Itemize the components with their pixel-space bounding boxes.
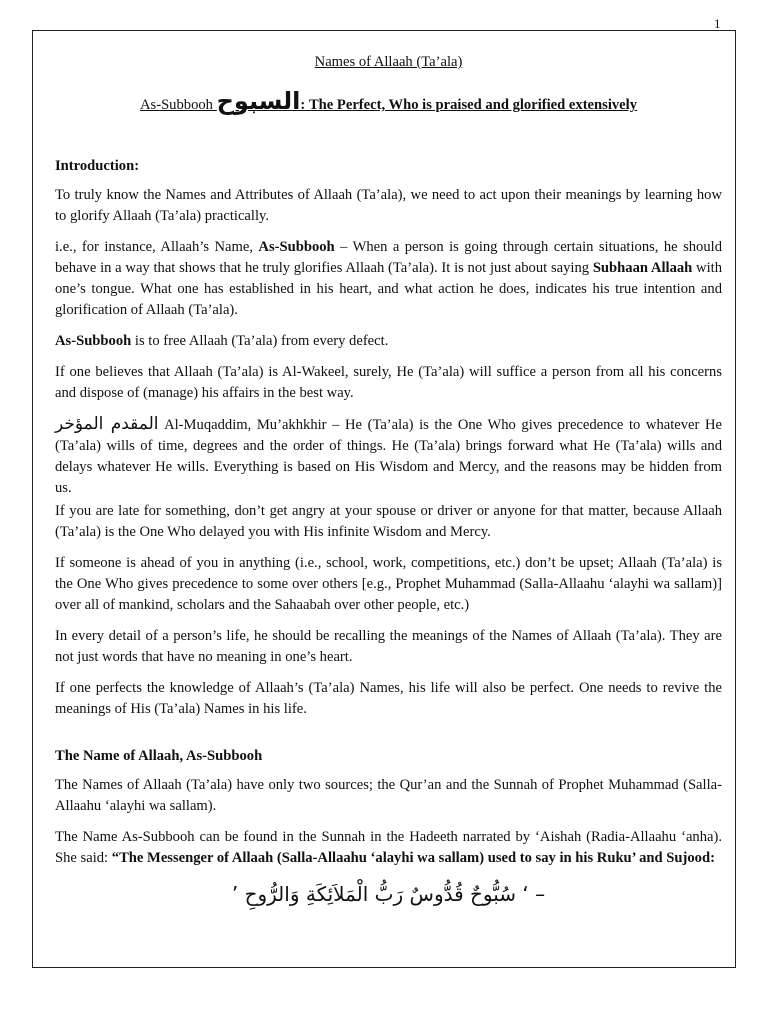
subtitle-arabic: السبوح (216, 87, 301, 115)
paragraph-9: If one perfects the knowledge of Allaah’s (Ta’ala) Names, his life will also be perfect. One needs to revive the meanings of His (Ta’ala) Names in his life. (55, 680, 722, 717)
p3-text: is to free Allaah (Ta’ala) from every defect. (131, 333, 389, 349)
p2-text-e: with one’s tongue. What one has established in his heart, and what action he does, indicates his true intention and glorification of Allaah (Ta’ala). (55, 260, 722, 318)
section-heading: The Name of Allaah, As-Subbooh (55, 748, 263, 764)
p5-text: Al-Muqaddim, Mu’akhkhir – He (Ta’ala) is the One Who gives precedence to whatever He (Ta’ala) wills of time, degrees and the order of things. He (Ta’ala) brings forward what He (Ta’ala) wills and delays whatever He wills. Everything is based on His Wisdom and Mercy, and the reasons may be hidden from us. (55, 417, 722, 496)
p3-bold-as-subbooh: As-Subbooh (55, 333, 132, 349)
paragraph-1: To truly know the Names and Attributes of Allaah (Ta’ala), we need to act upon their meanings by learning how to glorify Allaah (Ta’ala) practically. (55, 187, 722, 224)
p11-bold-quote: “The Messenger of Allaah (Salla-Allaahu ‘alayhi wa sallam) used to say in his Ruku’ and Sujood: (111, 850, 715, 866)
paragraph-6: If you are late for something, don’t get angry at your spouse or driver or anyone for that matter, because Allaah (Ta’ala) is the One Who delayed you with His infinite Wisdom and Mercy. (55, 503, 722, 540)
arabic-verse: – ‘ سُبُّوحٌ قُدُّوسٌ رَبُّ الْمَلاَئِكَةِ وَالرُّوحِ ’ (231, 882, 546, 906)
subtitle-colon: : (300, 97, 306, 113)
paragraph-4: If one believes that Allaah (Ta’ala) is Al-Wakeel, surely, He (Ta’ala) will suffice a person from all his concerns and dispose of (manage) his affairs in the best way. (55, 364, 722, 401)
document-title: Names of Allaah (Ta’ala) (314, 54, 463, 70)
introduction-heading: Introduction: (55, 158, 140, 174)
p5-arabic-names: المقدم المؤخر (55, 414, 159, 434)
paragraph-11 (55, 827, 722, 869)
p2-text-c: – When a person is going through certain situations, he should behave in a way that shows that he truly glorifies Allaah (Ta’ala). It is not just about saying (55, 239, 722, 276)
paragraph-5 (55, 414, 722, 499)
p2-bold-as-subbooh: As-Subbooh (258, 239, 335, 255)
subtitle-name: As-Subbooh (139, 97, 217, 113)
page-number: 1 (714, 16, 721, 31)
paragraph-10: The Names of Allaah (Ta’ala) have only two sources; the Qur’an and the Sunnah of Prophet Muhammad (Salla-Allaahu ‘alayhi wa sallam). (55, 777, 722, 814)
subtitle-description: The Perfect, Who is praised and glorified extensively (305, 97, 638, 113)
paragraph-3 (55, 331, 722, 352)
document-body (55, 52, 722, 909)
paragraph-8: In every detail of a person’s life, he should be recalling the meanings of the Names of Allaah (Ta’ala). They are not just words that have no meaning in one’s heart. (55, 628, 722, 665)
p11-text: The Name As-Subbooh can be found in the Sunnah in the Hadeeth narrated by ‘Aishah (Radia-Allaahu ‘anha). She said: (55, 829, 722, 866)
document-subtitle (55, 88, 722, 118)
paragraph-2 (55, 237, 722, 321)
paragraph-7: If someone is ahead of you in anything (i.e., school, work, competitions, etc.) don’t be upset; Allaah (Ta’ala) is the One Who gives precedence to some over others [e.g., Prophet Muhammad (Salla-Allaahu ‘alayhi wa sallam)] over all of mankind, scholars and the Sahaabah over other people, etc.) (55, 555, 722, 613)
p2-text-a: i.e., for instance, Allaah’s Name, (55, 239, 259, 255)
p2-bold-subhaan-allaah: Subhaan Allaah (592, 260, 693, 276)
